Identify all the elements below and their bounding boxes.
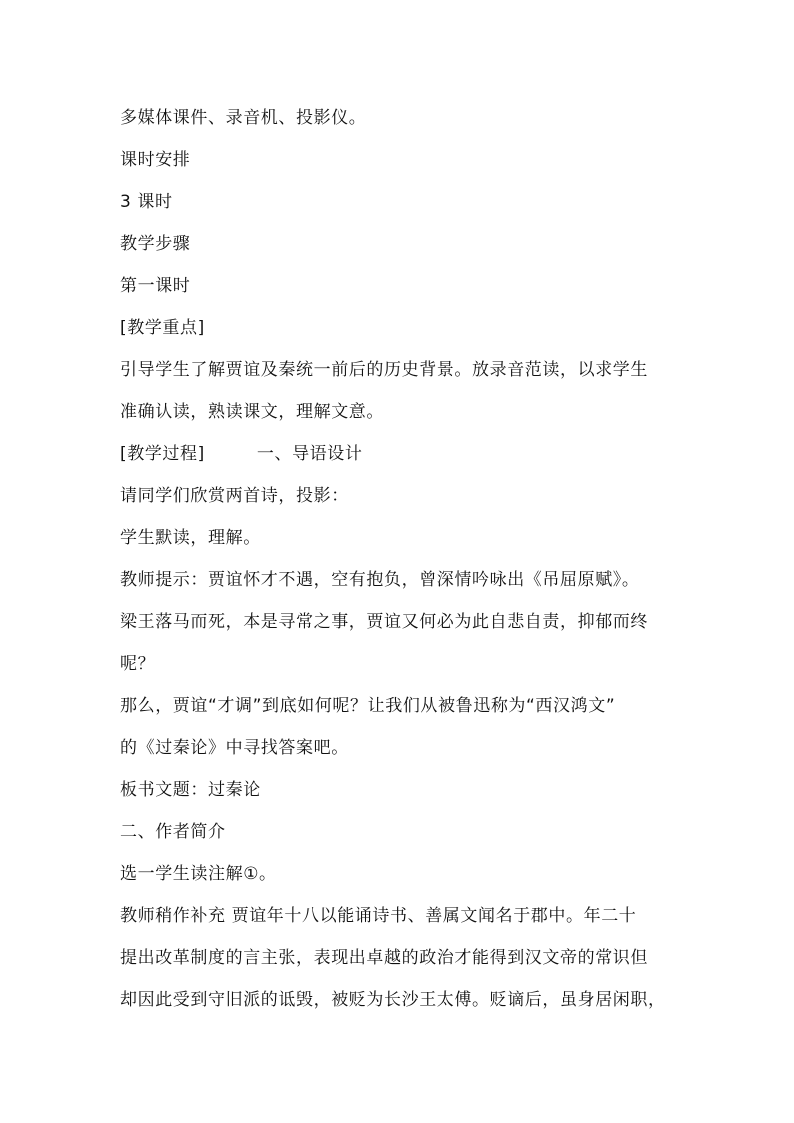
text-line: 梁王落马而死，本是寻常之事，贾谊又何必为此自悲自责，抑郁而终 bbox=[120, 612, 648, 632]
text-line: 准确认读，熟读课文，理解文意。 bbox=[120, 402, 384, 422]
text-line: 引导学生了解贾谊及秦统一前后的历史背景。放录音范读，以求学生 bbox=[120, 360, 648, 380]
text-line: 多媒体课件、录音机、投影仪。 bbox=[120, 108, 367, 128]
text-line: 呢？ bbox=[120, 654, 156, 674]
text-line: 学生默读，理解。 bbox=[120, 528, 261, 548]
text-line: 却因此受到守旧派的诋毁，被贬为长沙王太傅。贬谪后，虽身居闲职， bbox=[120, 990, 666, 1010]
text-line: 那么，贾谊“才调”到底如何呢？让我们从被鲁迅称为“西汉鸿文” bbox=[120, 696, 616, 716]
text-line: 提出改革制度的言主张，表现出卓越的政治才能得到汉文帝的常识但 bbox=[120, 948, 648, 968]
section-heading: 教学步骤 bbox=[120, 234, 191, 254]
text-line: 教师稍作补充 贾谊年十八以能诵诗书、善属文闻名于郡中。年二十 bbox=[120, 906, 637, 926]
text-line: 的《过秦论》中寻找答案吧。 bbox=[120, 738, 349, 758]
section-heading: 一、导语设计 bbox=[256, 444, 363, 464]
text-line: 选一学生读注解①。 bbox=[120, 864, 277, 884]
section-heading: 第一课时 bbox=[120, 276, 191, 296]
text-line: 请同学们欣赏两首诗，投影： bbox=[120, 486, 349, 506]
section-heading: 课时安排 bbox=[120, 150, 191, 170]
section-heading: [教学重点] bbox=[120, 318, 205, 338]
text-line: 3 课时 bbox=[120, 192, 173, 212]
process-heading-row bbox=[120, 442, 680, 466]
section-heading: [教学过程] bbox=[120, 444, 205, 464]
text-line: 教师提示：贾谊怀才不遇，空有抱负，曾深情吟咏出《吊屈原赋》。 bbox=[120, 570, 640, 590]
section-heading: 二、作者简介 bbox=[120, 822, 226, 842]
text-line: 板书文题：过秦论 bbox=[120, 780, 261, 800]
